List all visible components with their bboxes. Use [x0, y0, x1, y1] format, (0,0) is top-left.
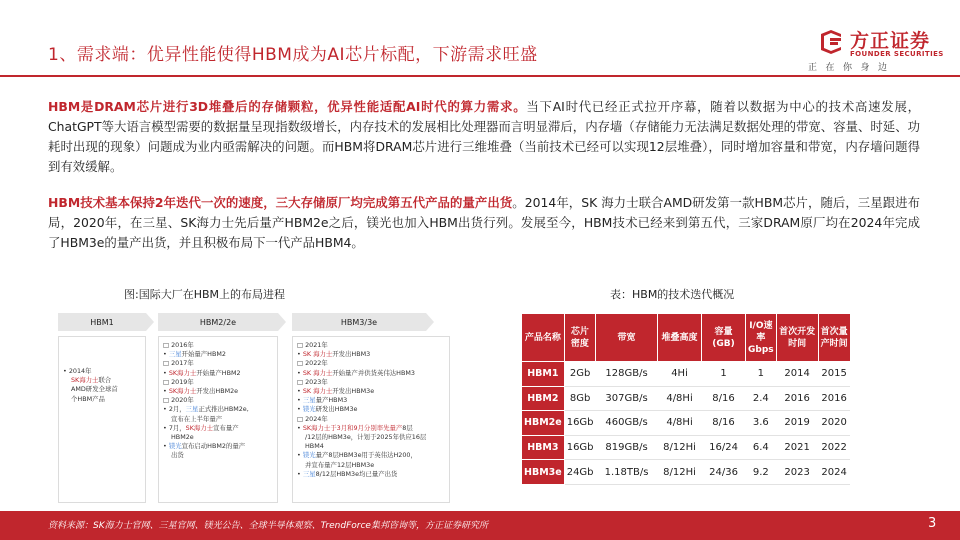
timeline-column-hbm3: [292, 336, 450, 503]
table-cell: 2020: [818, 411, 850, 436]
table-cell: 16Gb: [564, 435, 595, 460]
table-cell: 2023: [776, 460, 818, 485]
timeline-company: SK海力士: [168, 387, 197, 396]
table-cell: 128GB/s: [596, 362, 658, 387]
table-header-cell: I/O速率Gbps: [746, 314, 777, 362]
table-header-cell: 首次量产时间: [818, 314, 850, 362]
paragraph-highlight: HBM是DRAM芯片进行3D堆叠后的存储颗粒，优异性能适配AI时代的算力需求。: [48, 99, 527, 114]
table-cell: 2015: [818, 362, 850, 387]
timeline-text: HBM2e: [171, 433, 194, 442]
timeline-text: 2月，: [168, 405, 186, 414]
timeline-year: □ 2022年: [297, 359, 445, 368]
table-cell: 2021: [776, 435, 818, 460]
table-header-cell: 带宽: [596, 314, 658, 362]
table-header-cell: 芯片密度: [564, 314, 595, 362]
timeline-header-hbm1: HBM1: [58, 313, 146, 331]
table-cell: 16/24: [702, 435, 746, 460]
timeline-company: SK海力士: [185, 423, 214, 432]
timeline-text: 开始量产并供货英伟达HBM3: [332, 368, 415, 377]
table-cell: 2022: [818, 435, 850, 460]
timeline-year: □ 2024年: [297, 415, 445, 424]
timeline-text: 宣布启动HBM2的量产: [181, 442, 246, 451]
table-row: [522, 435, 851, 460]
title-divider: [0, 75, 960, 77]
page-number: 3: [928, 516, 937, 531]
timeline-text: 开发出HBM2e: [196, 387, 239, 396]
timeline-text: 宣布在上半年量产: [171, 414, 223, 423]
logo-name-cn: 方正证券: [850, 30, 931, 52]
timeline-year: □ 2017年: [163, 359, 273, 368]
table-cell: 4/8Hi: [658, 386, 702, 411]
timeline-company: 三星: [302, 396, 316, 405]
table-cell: 8/16: [702, 386, 746, 411]
hbm-layout-timeline: [58, 313, 450, 503]
timeline-text: 联合: [98, 376, 112, 385]
timeline-text: 研发出HBM3e: [315, 405, 358, 414]
paragraph-hbm-iteration: [48, 193, 920, 253]
timeline-company: 三星: [168, 350, 182, 359]
paragraph-body: 。2014年，SK 海力士联合AMD研发第一款HBM芯片，随后，三星跟进布局，2020年，在三星、SK海力士先后量产HBM2e之后，镁光也加入HBM出货行列。发展至今，HBM技术已经来到第五代，三家DRAM原厂均在2024年完成了HBM3e的量产出货，并且积极布局下一代产品HBM4。: [48, 195, 921, 250]
table-cell: 2019: [776, 411, 818, 436]
timeline-year: □ 2016年: [163, 341, 273, 350]
paragraph-body: 当下AI时代已经正式拉开序幕，随着以数据为中心的技术高速发展，ChatGPT等大语言模型需要的数据量呈现指数级增长，内存技术的发展相比处理器而言明显滞后，内存墙（存储能力无法满足数据处理的带宽、容量、时延、功耗时出现的现象）问题成为业内亟需解决的问题。而HBM将DRAM芯片进行三维堆叠（当前技术已经可以实现12层堆叠），同时增加容量和带宽，内存墙问题得到有效缓解。: [48, 99, 921, 174]
timeline-year: □ 2021年: [297, 341, 445, 350]
table-row: [522, 411, 851, 436]
table-cell: 2016: [776, 386, 818, 411]
paragraph-highlight: HBM技术基本保持2年迭代一次的速度，三大存储原厂均完成第五代产品的量产出货: [48, 195, 513, 210]
timeline-text: 7月，: [168, 423, 186, 432]
table-header-cell: 容量(GB): [702, 314, 746, 362]
timeline-text: 8层: [402, 423, 413, 432]
timeline-column-hbm1: [58, 336, 146, 503]
table-cell: HBM2e: [522, 411, 565, 436]
logo-name-en: FOUNDER SECURITIES: [850, 50, 944, 58]
timeline-text: 宣布量产: [213, 423, 239, 432]
timeline-company: SK海力士: [168, 368, 197, 377]
table-cell: 9.2: [746, 460, 777, 485]
table-cell: 307GB/s: [596, 386, 658, 411]
table-row: [522, 386, 851, 411]
table-row: [522, 362, 851, 387]
table-cell: 819GB/s: [596, 435, 658, 460]
figure-caption: 图:国际大厂在HBM上的布局进程: [124, 288, 286, 301]
timeline-text: /12层的HBM3e，计划于2025年供应16层: [305, 433, 427, 442]
timeline-year: □ 2020年: [163, 396, 273, 405]
table-cell: 1: [702, 362, 746, 387]
table-cell: 8/12Hi: [658, 460, 702, 485]
source-note: 资料来源：SK海力士官网、三星官网、镁光公告、全球半导体观察、TrendForce集邦咨询等，方正证券研究所: [48, 521, 488, 531]
timeline-text: 出货: [171, 451, 184, 460]
timeline-column-hbm2: [158, 336, 278, 503]
table-header-cell: 首次开发时间: [776, 314, 818, 362]
table-cell: 3.6: [746, 411, 777, 436]
timeline-text: 量产HBM3: [315, 396, 348, 405]
table-cell: HBM2: [522, 386, 565, 411]
timeline-year: □ 2023年: [297, 378, 445, 387]
table-row: [522, 460, 851, 485]
hbm-iteration-table: [521, 313, 851, 485]
paragraph-hbm-definition: [48, 97, 920, 177]
timeline-text: 个HBM产品: [71, 394, 105, 403]
timeline-text: AMD研发全球首: [71, 385, 118, 394]
timeline-header-hbm3: HBM3/3e: [292, 313, 426, 331]
table-cell: 8Gb: [564, 386, 595, 411]
timeline-text: 8/12层HBM3e均已量产出货: [315, 469, 398, 478]
table-cell: 4Hi: [658, 362, 702, 387]
table-cell: 6.4: [746, 435, 777, 460]
table-cell: 1.18TB/s: [596, 460, 658, 485]
logo-slogan: 正在你身边: [808, 63, 896, 73]
table-header-cell: 堆叠高度: [658, 314, 702, 362]
table-cell: 2024: [818, 460, 850, 485]
table-cell: 4/8Hi: [658, 411, 702, 436]
timeline-text: 开始量产HBM2: [196, 368, 241, 377]
table-caption: 表：HBM的技术迭代概况: [610, 288, 735, 301]
table-cell: HBM3e: [522, 460, 565, 485]
slide-title: 1、需求端：优异性能使得HBM成为AI芯片标配，下游需求旺盛: [48, 45, 538, 65]
table-header-row: [522, 314, 851, 362]
table-cell: 2016: [818, 386, 850, 411]
timeline-text: 并宣布量产12层HBM3e: [305, 460, 375, 469]
table-cell: 2.4: [746, 386, 777, 411]
timeline-year: □ 2019年: [163, 378, 273, 387]
table-cell: HBM3: [522, 435, 565, 460]
timeline-company: 三星: [302, 469, 316, 478]
table-cell: 2014: [776, 362, 818, 387]
timeline-company: 镁光: [302, 451, 316, 460]
timeline-year: • 2014年: [63, 367, 141, 376]
timeline-text: 开发出HBM3e: [332, 387, 375, 396]
table-header-cell: 产品名称: [522, 314, 565, 362]
founder-logo-icon: [818, 28, 844, 54]
table-cell: 1: [746, 362, 777, 387]
timeline-company: 三星: [185, 405, 199, 414]
timeline-header-hbm2: HBM2/2e: [158, 313, 278, 331]
timeline-company: SK 海力士: [302, 350, 333, 359]
timeline-text: HBM4: [305, 442, 324, 451]
timeline-text: 开发出HBM3: [332, 350, 371, 359]
table-cell: 8/12Hi: [658, 435, 702, 460]
timeline-text: 量产8层HBM3e用于英伟达H200，: [315, 451, 417, 460]
timeline-company: 镁光: [168, 442, 182, 451]
table-cell: 460GB/s: [596, 411, 658, 436]
timeline-company: SK 海力士: [302, 387, 333, 396]
table-cell: 24/36: [702, 460, 746, 485]
table-cell: 16Gb: [564, 411, 595, 436]
timeline-company: SK海力士: [71, 376, 99, 385]
timeline-company: 镁光: [302, 405, 316, 414]
timeline-company: SK 海力士: [302, 368, 333, 377]
table-cell: 24Gb: [564, 460, 595, 485]
timeline-text: 正式推出HBM2e,: [198, 405, 249, 414]
table-cell: 8/16: [702, 411, 746, 436]
timeline-company: SK海力士于3月和9月分别率先量产: [302, 423, 403, 432]
table-cell: HBM1: [522, 362, 565, 387]
timeline-text: 开始量产HBM2: [181, 350, 226, 359]
table-cell: 2Gb: [564, 362, 595, 387]
